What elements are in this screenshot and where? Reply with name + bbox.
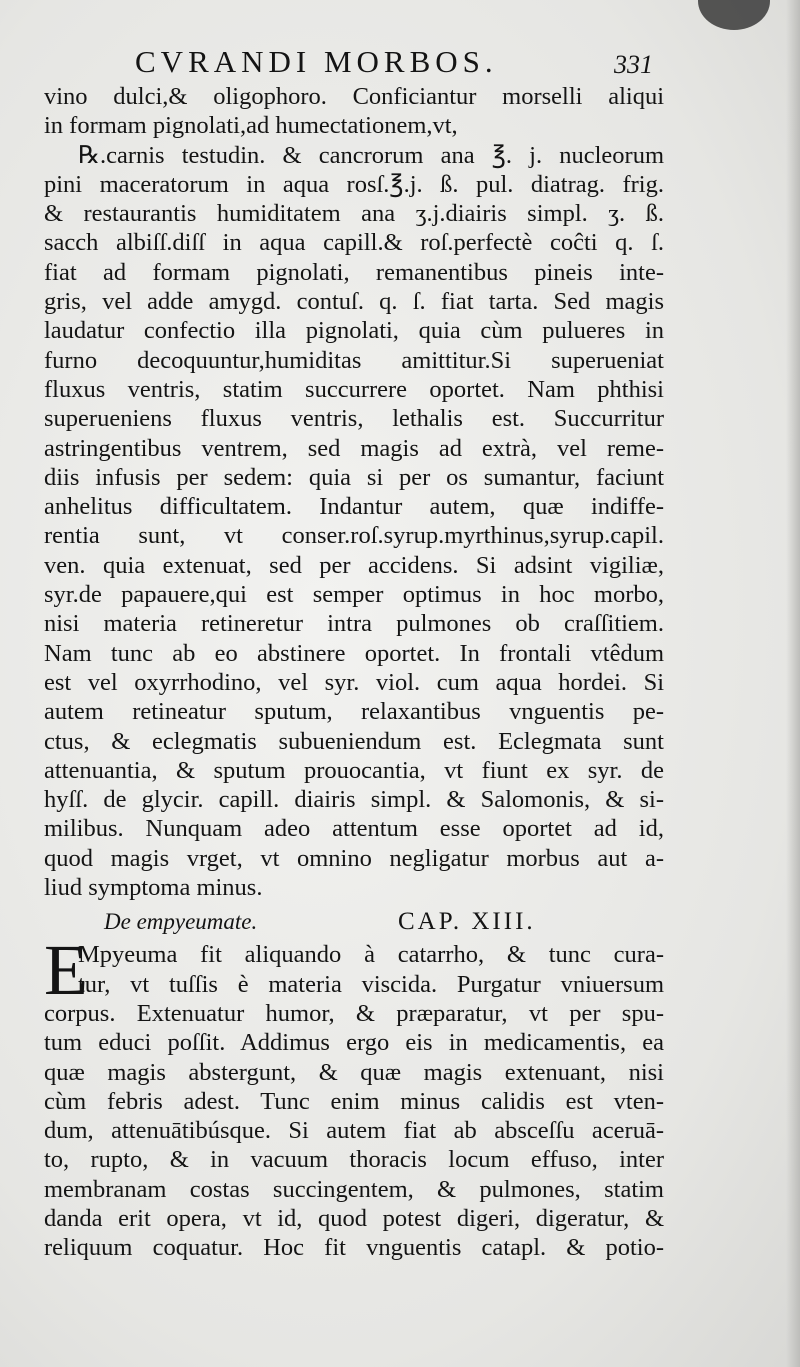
page-number: 331	[614, 50, 653, 79]
chapter-title: De empyeumate.	[104, 909, 258, 935]
text-line: gris, vel adde amygd. contuſ. q. ſ. fiat tarta. Sed magis	[44, 288, 664, 316]
text-line: nisi materia retineretur intra pulmones ob craſſitiem.	[44, 610, 664, 638]
text-line: superueniens fluxus ventris, lethalis est. Succurritur	[44, 405, 664, 433]
text-line: milibus. Nunquam adeo attentum esse oportet ad id,	[44, 815, 664, 843]
text-line: danda erit opera, vt id, quod potest digeri, digeratur, &	[44, 1204, 664, 1232]
text-line: est vel oxyrrhodino, vel syr. viol. cum aqua hordei. Si	[44, 668, 664, 696]
text-line: cùm febris adest. Tunc enim minus calidis est vten-	[44, 1087, 664, 1115]
page-body	[44, 82, 664, 1263]
ink-blot	[698, 0, 770, 30]
text-line: fluxus ventris, statim succurrere oportet. Nam phthisi	[44, 375, 664, 403]
text-line: fiat ad formam pignolati, remanentibus pineis inte-	[44, 258, 664, 286]
text-line: ctus, & eclegmatis subueniendum est. Eclegmata sunt	[44, 727, 664, 755]
text-line: pini maceratorum in aqua rosſ.℥.j. ß. pul. diatrag. frig.	[44, 170, 664, 198]
page-edge-shadow	[786, 0, 800, 1367]
text-line: hyſſ. de glycir. capill. diairis simpl. & Salomonis, & si-	[44, 786, 664, 814]
text-line: ℞.carnis testudin. & cancrorum ana ℥. j. nucleorum	[78, 141, 664, 169]
text-line: reliquum coquatur. Hoc fit vnguentis catapl. & potio-	[44, 1234, 664, 1262]
text-line: quæ magis abstergunt, & quæ magis extenuant, nisi	[44, 1058, 664, 1086]
text-line: Nam tunc ab eo abstinere oportet. In frontali vtêdum	[44, 639, 664, 667]
text-line: astringentibus ventrem, sed magis ad extrà, vel reme-	[44, 434, 664, 462]
text-line: tur, vt tuſſis è materia viscida. Purgatur vniuersum	[78, 970, 664, 998]
text-line: laudatur confectio illa pignolati, quia cùm pulueres in	[44, 317, 664, 345]
text-line: syr.de papauere,qui est semper optimus in hoc morbo,	[44, 581, 664, 609]
text-line: diis infusis per sedem: quia si per os sumantur, faciunt	[44, 463, 664, 491]
text-line: sacch albiſſ.diſſ in aqua capill.& roſ.perfectè coĉti q. ſ.	[44, 229, 664, 257]
text-line: membranam costas succingentem, & pulmones, statim	[44, 1175, 664, 1203]
text-line: to, rupto, & in vacuum thoracis locum effuso, inter	[44, 1146, 664, 1174]
running-head: CVRANDI MORBOS.	[135, 44, 498, 79]
chapter-heading	[44, 904, 664, 940]
text-line: corpus. Extenuatur humor, & præparatur, vt per spu-	[44, 999, 664, 1027]
text-line: ven. quia extenuat, sed per accidens. Si adsint vigiliæ,	[44, 551, 664, 579]
text-line: tum educi poſſit. Addimus ergo eis in medicamentis, ea	[44, 1029, 664, 1057]
drop-cap: E	[44, 930, 88, 1011]
page-header	[0, 44, 800, 84]
text-line: quod magis vrget, vt omnino negligatur morbus aut a-	[44, 844, 664, 872]
text-line: & restaurantis humiditatem ana ʒ.j.diairis simpl. ʒ. ß.	[44, 200, 664, 228]
text-line: furno decoquuntur,humiditas amittitur.Si superueniat	[44, 346, 664, 374]
text-line: attenuantia, & sputum prouocantia, vt fiunt ex syr. de	[44, 756, 664, 784]
text-line: autem retineatur sputum, relaxantibus vnguentis pe-	[44, 698, 664, 726]
text-line: liud symptoma minus.	[44, 874, 263, 902]
text-line: dum, attenuātibúsque. Si autem fiat ab absceſſu aceruā-	[44, 1117, 664, 1145]
text-line: rentia sunt, vt conser.roſ.syrup.myrthinus,syrup.capil.	[44, 522, 664, 550]
text-line: in formam pignolati,ad humectationem,vt,	[44, 112, 458, 140]
text-line: Mpyeuma fit aliquando à catarrho, & tunc cura-	[78, 941, 664, 969]
chapter-text	[44, 930, 664, 1262]
text-line: anhelitus difficultatem. Indantur autem, quæ indiffe-	[44, 493, 664, 521]
text-line: vino dulci,& oligophoro. Conficiantur morselli aliqui	[44, 83, 664, 110]
chapter-number: CAP. XIII.	[398, 908, 536, 936]
